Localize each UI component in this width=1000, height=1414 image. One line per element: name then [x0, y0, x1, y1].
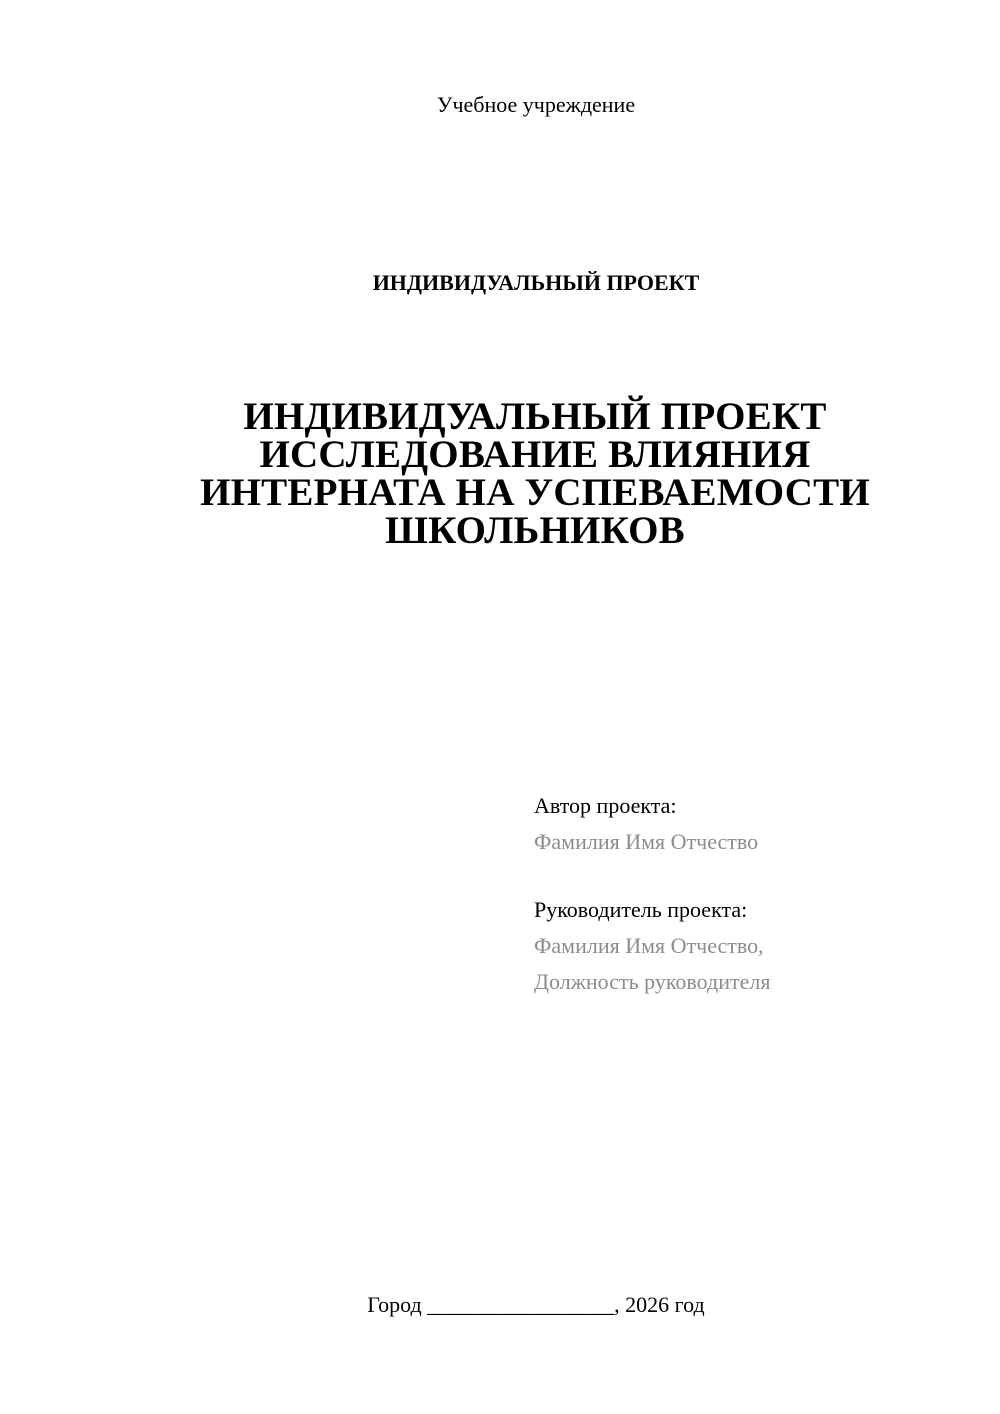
- author-name-placeholder: Фамилия Имя Отчество: [534, 829, 759, 854]
- institution-name: Учебное учреждение: [436, 92, 636, 117]
- supervisor-label: Руководитель проекта:: [534, 897, 748, 922]
- city-year-line: Город _________________, 2026 год: [367, 1292, 705, 1317]
- title-line: ШКОЛЬНИКОВ: [385, 509, 685, 552]
- title-line: ИНТЕРНАТА НА УСПЕВАЕМОСТИ: [200, 471, 870, 514]
- authors-block: [534, 788, 974, 1000]
- title-line: ИССЛЕДОВАНИЕ ВЛИЯНИЯ: [259, 433, 811, 476]
- document-type: ИНДИВИДУАЛЬНЫЙ ПРОЕКТ: [372, 270, 700, 295]
- spacer: [534, 860, 974, 892]
- project-title: [150, 395, 920, 552]
- author-label: Автор проекта:: [534, 793, 677, 818]
- supervisor-name-placeholder: Фамилия Имя Отчество,: [534, 933, 764, 958]
- supervisor-position-placeholder: Должность руководителя: [534, 969, 771, 994]
- title-line: ИНДИВИДУАЛЬНЫЙ ПРОЕКТ: [243, 395, 827, 438]
